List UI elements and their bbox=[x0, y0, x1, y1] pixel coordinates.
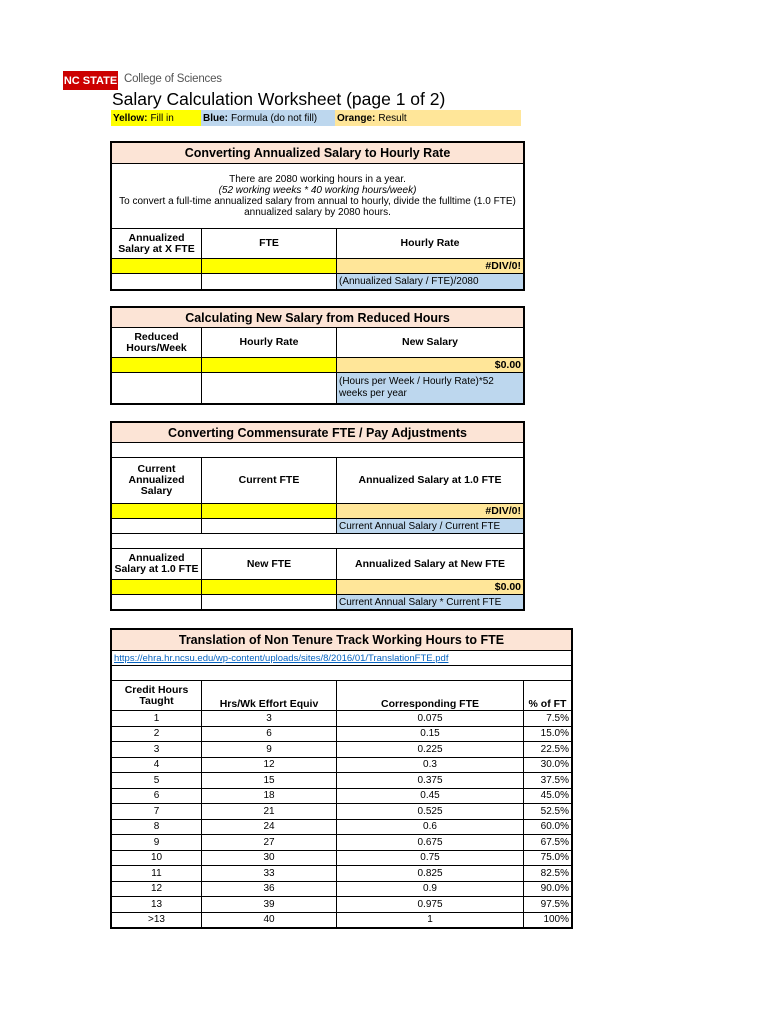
new-salary-section bbox=[111, 307, 524, 404]
pct-ft-cell: 7.5% bbox=[524, 711, 572, 727]
col-salary-1fte: Annualized Salary at 1.0 FTE bbox=[112, 549, 202, 580]
pct-ft-cell: 15.0% bbox=[524, 726, 572, 742]
table-row bbox=[112, 757, 572, 773]
legend-blue bbox=[201, 110, 335, 126]
hourly-rate-section bbox=[111, 142, 524, 290]
fte-cell: 0.825 bbox=[337, 866, 524, 882]
table-row bbox=[112, 742, 572, 758]
fte-input[interactable] bbox=[202, 259, 337, 274]
link-cell bbox=[112, 651, 572, 666]
annualized-salary-input[interactable] bbox=[112, 259, 202, 274]
credit-hours-cell: 9 bbox=[112, 835, 202, 851]
table-row bbox=[112, 850, 572, 866]
section-title: Translation of Non Tenure Track Working Hours to FTE bbox=[112, 630, 572, 651]
legend-yellow-label: Yellow: bbox=[113, 112, 148, 124]
pct-ft-cell: 22.5% bbox=[524, 742, 572, 758]
credit-hours-cell: 1 bbox=[112, 711, 202, 727]
legend-orange-text: Result bbox=[378, 112, 407, 124]
current-salary-input[interactable] bbox=[112, 504, 202, 519]
note-working-weeks: (52 working weeks * 40 working hours/week) bbox=[218, 185, 417, 196]
hrs-wk-cell: 3 bbox=[202, 711, 337, 727]
hrs-wk-cell: 30 bbox=[202, 850, 337, 866]
table-row bbox=[112, 912, 572, 928]
pct-ft-cell: 52.5% bbox=[524, 804, 572, 820]
fte-cell: 0.375 bbox=[337, 773, 524, 789]
hrs-wk-cell: 27 bbox=[202, 835, 337, 851]
credit-hours-cell: 8 bbox=[112, 819, 202, 835]
table-row bbox=[112, 773, 572, 789]
table-row bbox=[112, 819, 572, 835]
pct-ft-cell: 97.5% bbox=[524, 897, 572, 913]
hrs-wk-cell: 12 bbox=[202, 757, 337, 773]
note-conversion: To convert a full-time annualized salary from annual to hourly, divide the fulltime (1.0 FTE) annualized salary by 2080 hours. bbox=[119, 196, 516, 218]
pct-ft-cell: 90.0% bbox=[524, 881, 572, 897]
salary-new-fte-formula: Current Annual Salary * Current FTE bbox=[337, 595, 524, 610]
legend-yellow-text: Fill in bbox=[150, 112, 174, 124]
hrs-wk-cell: 40 bbox=[202, 912, 337, 928]
credit-hours-cell: >13 bbox=[112, 912, 202, 928]
hrs-wk-cell: 9 bbox=[202, 742, 337, 758]
fte-cell: 0.9 bbox=[337, 881, 524, 897]
pct-ft-cell: 67.5% bbox=[524, 835, 572, 851]
section-title: Calculating New Salary from Reduced Hours bbox=[112, 308, 524, 328]
fte-cell: 0.975 bbox=[337, 897, 524, 913]
credit-hours-cell: 12 bbox=[112, 881, 202, 897]
credit-hours-cell: 6 bbox=[112, 788, 202, 804]
table-row bbox=[112, 866, 572, 882]
pct-ft-cell: 30.0% bbox=[524, 757, 572, 773]
empty-cell bbox=[112, 373, 202, 404]
col-annualized-salary: Annualized Salary at X FTE bbox=[112, 229, 202, 259]
credit-hours-cell: 4 bbox=[112, 757, 202, 773]
reduced-hours-input[interactable] bbox=[112, 358, 202, 373]
new-fte-input[interactable] bbox=[202, 580, 337, 595]
pct-ft-cell: 82.5% bbox=[524, 866, 572, 882]
col-reduced-hours: Reduced Hours/Week bbox=[112, 328, 202, 358]
current-fte-input[interactable] bbox=[202, 504, 337, 519]
legend-orange bbox=[335, 110, 521, 126]
credit-hours-cell: 2 bbox=[112, 726, 202, 742]
table-row bbox=[112, 726, 572, 742]
hourly-rate-notes bbox=[112, 164, 524, 229]
pct-ft-cell: 45.0% bbox=[524, 788, 572, 804]
fte-adjustment-section bbox=[111, 422, 524, 610]
empty-cell bbox=[202, 274, 337, 290]
table-row bbox=[112, 711, 572, 727]
table-row bbox=[112, 804, 572, 820]
credit-hours-cell: 10 bbox=[112, 850, 202, 866]
col-salary-at-1fte: Annualized Salary at 1.0 FTE bbox=[337, 458, 524, 504]
legend-orange-label: Orange: bbox=[337, 112, 376, 124]
credit-hours-cell: 11 bbox=[112, 866, 202, 882]
pct-ft-cell: 100% bbox=[524, 912, 572, 928]
table-row bbox=[112, 881, 572, 897]
salary-1fte-input[interactable] bbox=[112, 580, 202, 595]
col-new-salary: New Salary bbox=[337, 328, 524, 358]
fte-table-body bbox=[112, 711, 572, 928]
legend-blue-text: Formula (do not fill) bbox=[231, 112, 318, 124]
col-current-salary: Current Annualized Salary bbox=[112, 458, 202, 504]
fte-cell: 0.225 bbox=[337, 742, 524, 758]
translation-pdf-link[interactable]: https://ehra.hr.ncsu.edu/wp-content/uploads/sites/8/2016/01/TranslationFTE.pdf bbox=[114, 652, 449, 664]
fte-cell: 0.075 bbox=[337, 711, 524, 727]
table-row bbox=[112, 897, 572, 913]
hourly-rate-input[interactable] bbox=[202, 358, 337, 373]
hourly-rate-result: #DIV/0! bbox=[337, 259, 524, 274]
empty-cell bbox=[202, 595, 337, 610]
empty-cell bbox=[112, 274, 202, 290]
salary-new-fte-result: $0.00 bbox=[337, 580, 524, 595]
col-credit-hours: Credit Hours Taught bbox=[112, 681, 202, 711]
spacer-row bbox=[112, 534, 524, 549]
fte-cell: 1 bbox=[337, 912, 524, 928]
pct-ft-cell: 75.0% bbox=[524, 850, 572, 866]
table-row bbox=[112, 835, 572, 851]
fte-cell: 0.675 bbox=[337, 835, 524, 851]
note-working-hours: There are 2080 working hours in a year. bbox=[229, 174, 406, 185]
fte-cell: 0.3 bbox=[337, 757, 524, 773]
credit-hours-cell: 5 bbox=[112, 773, 202, 789]
col-hourly-rate: Hourly Rate bbox=[337, 229, 524, 259]
col-salary-new-fte: Annualized Salary at New FTE bbox=[337, 549, 524, 580]
col-hrs-wk: Hrs/Wk Effort Equiv bbox=[202, 681, 337, 711]
empty-cell bbox=[112, 595, 202, 610]
legend-yellow bbox=[111, 110, 201, 126]
col-pct-ft: % of FT bbox=[524, 681, 572, 711]
hrs-wk-cell: 18 bbox=[202, 788, 337, 804]
nc-state-logo: NC STATE bbox=[63, 71, 118, 90]
fte-cell: 0.15 bbox=[337, 726, 524, 742]
new-salary-formula: (Hours per Week / Hourly Rate)*52 weeks per year bbox=[337, 373, 524, 404]
color-legend bbox=[111, 110, 521, 126]
fte-cell: 0.45 bbox=[337, 788, 524, 804]
credit-hours-cell: 7 bbox=[112, 804, 202, 820]
pct-ft-cell: 37.5% bbox=[524, 773, 572, 789]
hrs-wk-cell: 24 bbox=[202, 819, 337, 835]
hourly-rate-formula: (Annualized Salary / FTE)/2080 bbox=[337, 274, 524, 290]
credit-hours-cell: 13 bbox=[112, 897, 202, 913]
page-title: Salary Calculation Worksheet (page 1 of 2) bbox=[112, 89, 446, 109]
legend-blue-label: Blue: bbox=[203, 112, 228, 124]
col-hourly-rate: Hourly Rate bbox=[202, 328, 337, 358]
hrs-wk-cell: 6 bbox=[202, 726, 337, 742]
hrs-wk-cell: 39 bbox=[202, 897, 337, 913]
col-new-fte: New FTE bbox=[202, 549, 337, 580]
credit-hours-cell: 3 bbox=[112, 742, 202, 758]
table-row bbox=[112, 788, 572, 804]
hrs-wk-cell: 36 bbox=[202, 881, 337, 897]
section-title: Converting Commensurate FTE / Pay Adjustments bbox=[112, 423, 524, 443]
new-salary-result: $0.00 bbox=[337, 358, 524, 373]
empty-cell bbox=[112, 519, 202, 534]
salary-at-1fte-result: #DIV/0! bbox=[337, 504, 524, 519]
fte-cell: 0.75 bbox=[337, 850, 524, 866]
fte-translation-section bbox=[111, 629, 572, 928]
salary-at-1fte-formula: Current Annual Salary / Current FTE bbox=[337, 519, 524, 534]
college-name: College of Sciences bbox=[124, 73, 222, 85]
hrs-wk-cell: 33 bbox=[202, 866, 337, 882]
empty-cell bbox=[202, 519, 337, 534]
fte-cell: 0.6 bbox=[337, 819, 524, 835]
hrs-wk-cell: 21 bbox=[202, 804, 337, 820]
hrs-wk-cell: 15 bbox=[202, 773, 337, 789]
spacer-row bbox=[112, 443, 524, 458]
col-fte: FTE bbox=[202, 229, 337, 259]
col-current-fte: Current FTE bbox=[202, 458, 337, 504]
fte-cell: 0.525 bbox=[337, 804, 524, 820]
pct-ft-cell: 60.0% bbox=[524, 819, 572, 835]
section-title: Converting Annualized Salary to Hourly Rate bbox=[112, 143, 524, 164]
empty-cell bbox=[202, 373, 337, 404]
spacer-row bbox=[112, 666, 572, 681]
col-corresponding-fte: Corresponding FTE bbox=[337, 681, 524, 711]
